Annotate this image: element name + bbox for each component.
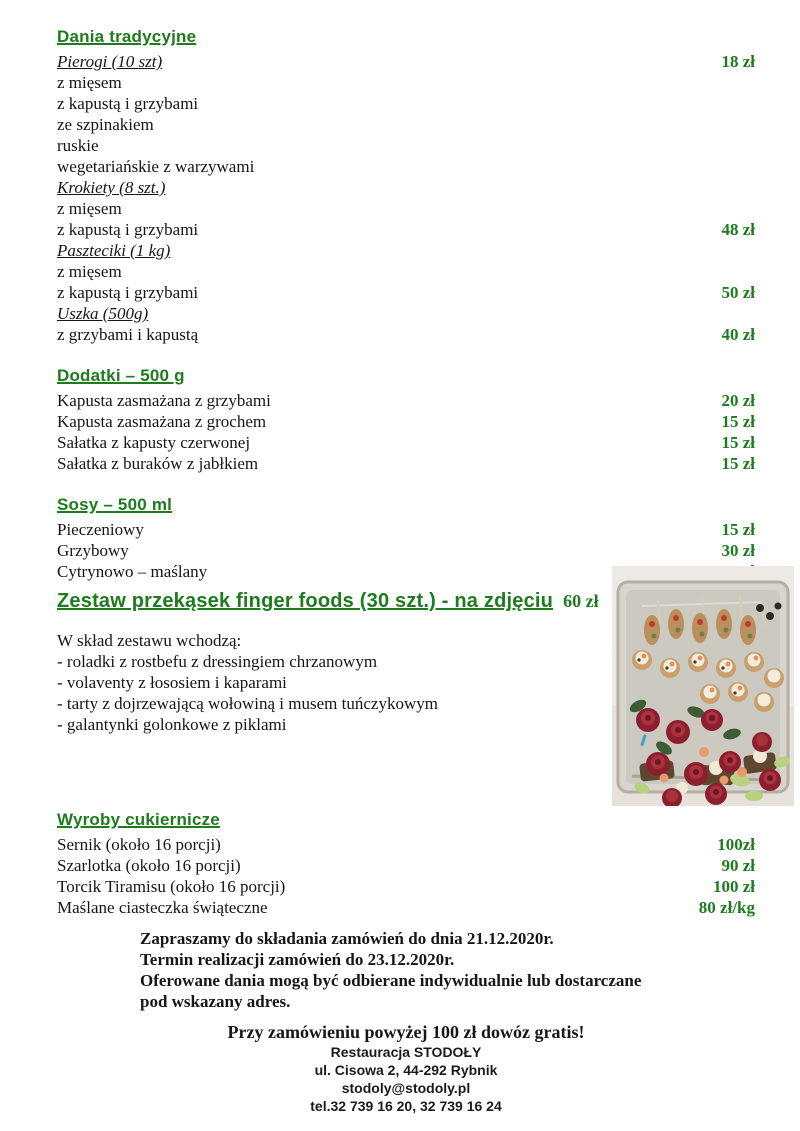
menu-item-label: Sernik (około 16 porcji) [57,835,221,854]
menu-item-row [57,282,755,303]
menu-item-label: Sałatka z buraków z jabłkiem [57,454,259,473]
menu-item-row [57,303,755,324]
menu-item-row [57,519,755,540]
order-info [140,928,755,1012]
finger-foods-tray-illustration [612,566,794,806]
menu-item-label: Szarlotka (około 16 porcji) [57,856,241,875]
menu-item-row [57,897,755,918]
menu-item-price: 48 zł [721,220,755,239]
delivery-note: Przy zamówieniu powyżej 100 zł dowóz gratis! [227,1022,585,1042]
menu-item-row [57,876,755,897]
menu-item-label: ruskie [57,136,99,155]
menu-item-row [57,198,755,219]
menu-item-price: 40 zł [721,325,755,344]
order-info-line: pod wskazany adres. [140,992,291,1011]
menu-item-row [57,93,755,114]
order-info-line: Oferowane dania mogą być odbierane indywidualnie lub dostarczane [140,971,642,990]
restaurant-phone: tel.32 739 16 20, 32 739 16 24 [310,1098,502,1114]
finger-foods-item: - volaventy z łososiem i kaparami [57,673,287,692]
menu-sections [57,26,755,582]
restaurant-name: Restauracja STODOŁY [330,1044,482,1060]
menu-item-label: Paszteciki (1 kg) [57,241,171,260]
finger-foods-tray-photo [612,566,794,806]
menu-section [57,365,755,474]
section-heading: Dodatki – 500 g [57,366,185,385]
menu-item-label: z mięsem [57,262,122,281]
section-heading: Sosy – 500 ml [57,495,173,514]
menu-item-price: 20 zł [721,391,755,410]
menu-item-row [57,324,755,345]
finger-foods-intro: W skład zestawu wchodzą: [57,631,242,650]
order-info-line: Zapraszamy do składania zamówień do dnia 21.12.2020r. [140,929,554,948]
menu-item-row [57,72,755,93]
menu-item-price: 15 zł [721,412,755,431]
menu-item-row [57,261,755,282]
menu-item-row [57,156,755,177]
menu-section [57,26,755,345]
menu-item-row [57,390,755,411]
menu-item-label: Torcik Tiramisu (około 16 porcji) [57,877,286,896]
section-heading: Dania tradycyjne [57,27,197,46]
finger-foods-price: 60 zł [563,591,599,611]
menu-item-price: 100 zł [712,877,755,896]
menu-item-label: Kapusta zasmażana z grochem [57,412,267,431]
menu-item-label: wegetariańskie z warzywami [57,157,255,176]
menu-item-row [57,135,755,156]
menu-item-price: 18 zł [721,52,755,71]
order-info-line: Termin realizacji zamówień do 23.12.2020r. [140,950,455,969]
menu-item-label: z kapustą i grzybami [57,283,199,302]
menu-item-label: ze szpinakiem [57,115,154,134]
menu-item-row [57,51,755,72]
menu-item-row [57,834,755,855]
menu-item-label: Pieczeniowy [57,520,144,539]
menu-section [57,809,755,918]
finger-foods-item: - galantynki golonkowe z piklami [57,715,287,734]
finger-foods-items [57,651,617,735]
menu-item-row [57,240,755,261]
menu-item-label: z mięsem [57,73,122,92]
menu-item-price: 80 zł/kg [698,898,755,917]
restaurant-email: stodoly@stodoly.pl [341,1080,471,1096]
menu-item-label: Cytrynowo – maślany [57,562,208,581]
desserts-section [57,809,755,918]
menu-item-row [57,219,755,240]
finger-foods-body [57,630,617,735]
menu-item-price: 15 zł [721,520,755,539]
menu-item-row [57,114,755,135]
menu-item-label: z kapustą i grzybami [57,94,199,113]
menu-item-label: Uszka (500g) [57,304,149,323]
menu-item-label: z kapustą i grzybami [57,220,199,239]
menu-item-row [57,540,755,561]
menu-item-row [57,855,755,876]
menu-item-price: 100zł [717,835,755,854]
menu-item-price: 90 zł [721,856,755,875]
menu-item-row [57,453,755,474]
menu-item-label: Grzybowy [57,541,129,560]
menu-item-label: z mięsem [57,199,122,218]
menu-item-price: 50 zł [721,283,755,302]
menu-item-label: Sałatka z kapusty czerwonej [57,433,251,452]
menu-item-row [57,432,755,453]
finger-foods-item: - roladki z rostbefu z dressingiem chrzanowym [57,652,378,671]
menu-item-label: Krokiety (8 szt.) [57,178,166,197]
menu-item-label: z grzybami i kapustą [57,325,199,344]
restaurant-address: ul. Cisowa 2, 44-292 Rybnik [314,1062,498,1078]
finger-foods-item: - tarty z dojrzewającą wołowiną i musem tuńczykowym [57,694,438,713]
menu-item-label: Maślane ciasteczka świąteczne [57,898,268,917]
menu-item-price: 30 zł [721,541,755,560]
section-heading: Wyroby cukiernicze [57,810,220,829]
menu-item-row [57,177,755,198]
menu-item-label: Kapusta zasmażana z grzybami [57,391,271,410]
finger-foods-heading: Zestaw przekąsek finger foods (30 szt.) - na zdjęciu [57,590,554,612]
restaurant-contact [57,1043,755,1115]
menu-item-price: 15 zł [721,454,755,473]
menu-item-row [57,411,755,432]
menu-item-price: 15 zł [721,433,755,452]
menu-item-label: Pierogi (10 szt) [57,52,163,71]
